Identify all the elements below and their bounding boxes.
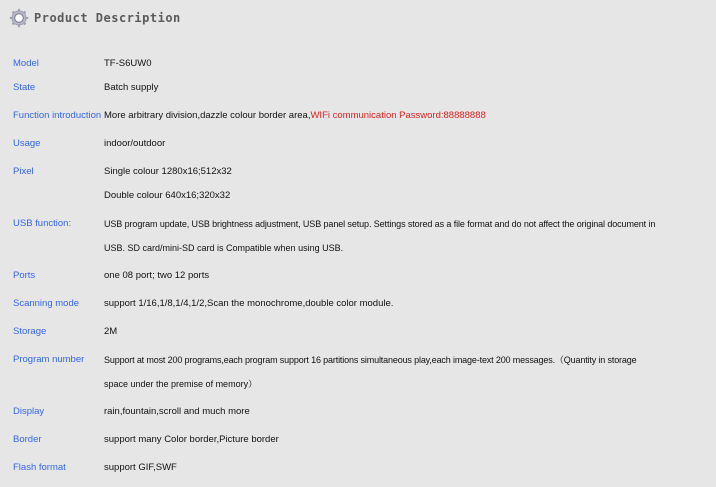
spec-value: Single colour 1280x16;512x32 (104, 166, 232, 177)
spec-label: State (13, 82, 36, 93)
spec-value: 2M (104, 326, 118, 337)
section-header (9, 7, 181, 29)
spec-label: Display (13, 406, 45, 417)
spec-value: TF-S6UW0 (104, 58, 152, 69)
wifi-password-note: WIFi communication Password:88888888 (310, 110, 486, 121)
spec-label: Pixel (13, 166, 34, 177)
spec-value: Support at most 200 programs,each program support 16 partitions simultaneous play,each image-text 200 messages.（Quantity in storage (104, 355, 637, 365)
spec-value: space under the premise of memory） (104, 379, 258, 389)
spec-value: Batch supply (104, 82, 159, 93)
spec-label: Usage (13, 138, 41, 149)
page-title: Product Description (34, 11, 181, 25)
spec-label: USB function: (13, 218, 72, 229)
spec-value: Double colour 640x16;320x32 (104, 190, 231, 201)
spec-value: USB. SD card/mini-SD card is Compatible when using USB. (104, 243, 344, 253)
spec-value: one 08 port; two 12 ports (104, 270, 210, 281)
spec-value-text: More arbitrary division,dazzle colour border area, (104, 110, 311, 121)
spec-value: support 1/16,1/8,1/4,1/2,Scan the monochrome,double color module. (104, 298, 394, 309)
spec-value: indoor/outdoor (104, 138, 166, 149)
spec-label: Flash format (13, 462, 66, 473)
spec-label: Program number (13, 354, 85, 365)
spec-value: rain,fountain,scroll and much more (104, 406, 250, 417)
spec-label: Function introduction (13, 110, 102, 121)
spec-value (104, 110, 486, 122)
spec-label: Scanning mode (13, 298, 80, 309)
spec-label: Ports (13, 270, 36, 281)
spec-value: support GIF,SWF (104, 462, 177, 473)
spec-label: Model (13, 58, 39, 69)
spec-value: support many Color border,Picture border (104, 434, 279, 445)
spec-label: Border (13, 434, 42, 445)
spec-value: USB program update, USB brightness adjustment, USB panel setup. Settings stored as a file format and do not affect the original document in (104, 219, 656, 229)
spec-label: Storage (13, 326, 47, 337)
gear-icon (9, 8, 29, 28)
